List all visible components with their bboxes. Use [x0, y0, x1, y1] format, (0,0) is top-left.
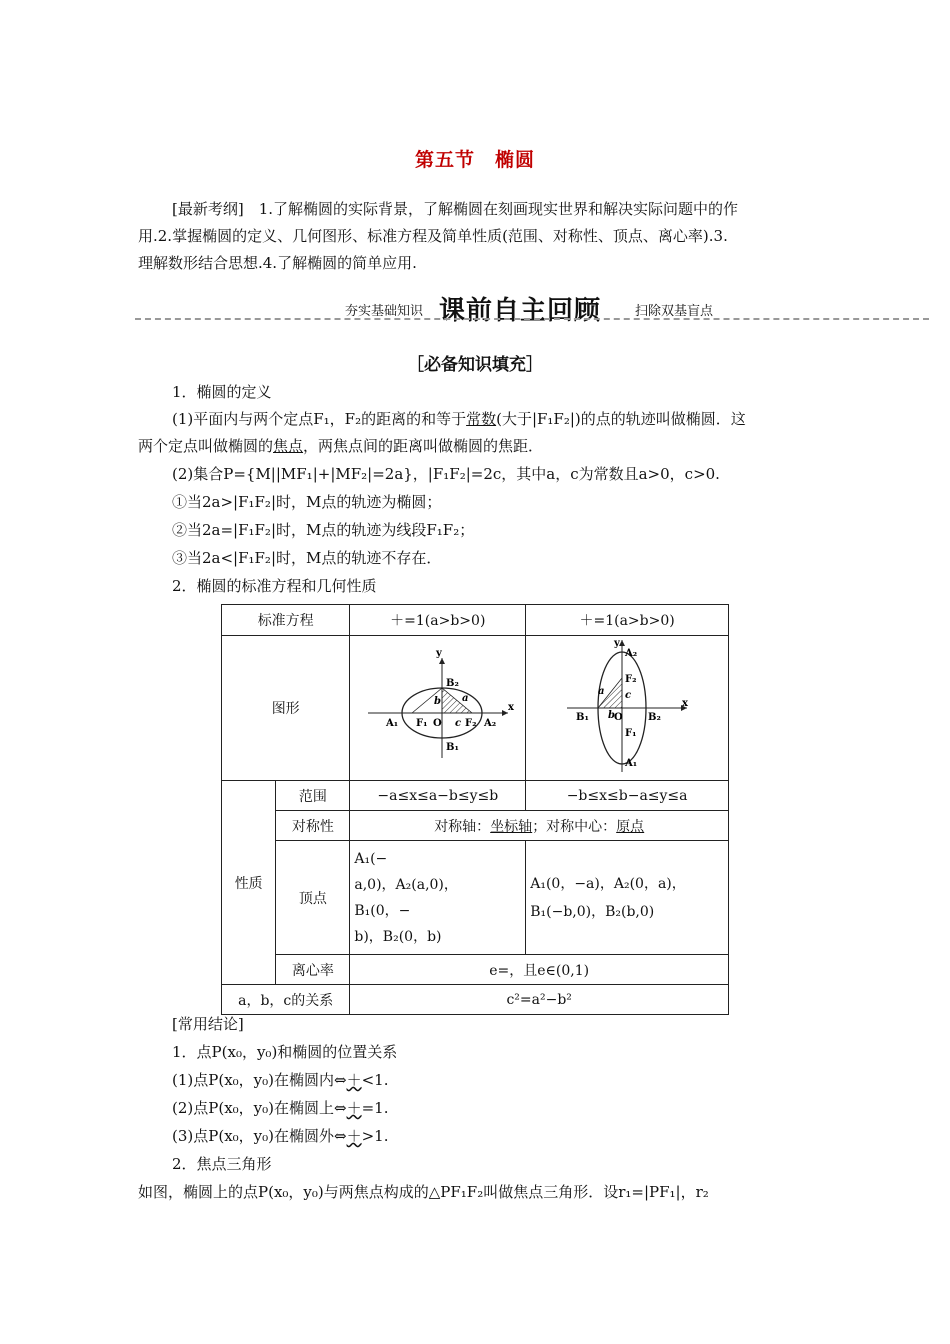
fig2-origin-label: O [614, 712, 623, 723]
ellipse-properties-table [221, 604, 729, 1015]
vertex-1-line-4: b)，B₂(0，b) [354, 928, 442, 945]
syllabus-line-1: [最新考纲] 1.了解椭圆的实际背景，了解椭圆在刻画现实世界和解决实际问题中的作 [172, 200, 739, 218]
conclusion-2-text: 如图，椭圆上的点P(x₀，y₀)与两焦点构成的△PF₁F₂叫做焦点三角形．设r₁=|PF₁|，r₂ [138, 1183, 709, 1201]
props-label: 性质 [222, 781, 276, 985]
range-2: −b≤x≤b−a≤y≤a [526, 781, 729, 811]
section-banner [135, 290, 929, 324]
def-p2-text-a: 两个定点叫做椭圆的 [138, 437, 274, 455]
conclusion-1b-text: (2)点P(x₀，y₀)在椭圆上⇔ [172, 1099, 347, 1117]
banner-main-text: 课前自主回顾 [439, 296, 602, 326]
fig1-a-label: a [461, 693, 469, 704]
syllabus-line-2: 用.2.掌握椭圆的定义、几何图形、标准方程及简单性质(范围、对称性、顶点、离心率).3. [138, 227, 728, 245]
fig2-f1-label: F₁ [625, 728, 637, 739]
def-p2-blank: 焦点 [273, 437, 304, 455]
fig2-a2-label: A₂ [625, 648, 638, 659]
fig1-x-label: x [507, 702, 514, 713]
fig1-b1-label: B₁ [445, 742, 459, 753]
figure-vertical-ellipse [526, 636, 729, 781]
symmetry-center-blank: 原点 [616, 818, 645, 835]
fig2-f2-label: F₂ [625, 674, 637, 685]
fig1-b2-label: B₂ [445, 678, 459, 689]
conclusion-1a-text: (1)点P(x₀，y₀)在椭圆内⇔ [172, 1071, 347, 1089]
symmetry-axis-blank: 坐标轴 [490, 818, 533, 835]
std-heading: 2．椭圆的标准方程和几何性质 [172, 577, 377, 595]
range-1: −a≤x≤a−b≤y≤b [350, 781, 526, 811]
def-paragraph-1 [172, 409, 746, 429]
conclusion-1a-op: ＋ [346, 1071, 362, 1089]
fig2-x-label: x [682, 698, 689, 709]
def-case-1: ①当2a>|F₁F₂|时，M点的轨迹为椭圆； [172, 493, 442, 511]
relation-value: c²=a²−b² [350, 985, 729, 1015]
syllabus-line-3: 理解数形结合思想.4.了解椭圆的简单应用. [138, 254, 417, 272]
def-p1-text-b: (大于|F₁F₂|)的点的轨迹叫做椭圆．这 [496, 410, 746, 428]
relation-label: a，b，c的关系 [222, 985, 350, 1015]
fig1-f1-label: F₁ [415, 718, 428, 729]
conclusion-1c [172, 1126, 388, 1146]
table-header-label: 标准方程 [222, 605, 350, 636]
fig1-b-label: b [433, 696, 441, 707]
sub-banner: ［必备知识填充］ [407, 355, 543, 375]
vertical-ellipse-diagram [562, 636, 692, 776]
banner-divider [135, 318, 929, 320]
conclusion-1b-end: =1. [361, 1099, 389, 1117]
fig2-a1-label: A₁ [625, 758, 638, 769]
fig1-c-label: c [454, 718, 461, 729]
range-label: 范围 [276, 781, 350, 811]
page-title: 第五节 椭圆 [414, 149, 535, 171]
fig1-f2-label: F₂ [464, 718, 477, 729]
eccentricity-label: 离心率 [276, 955, 350, 985]
conclusion-2: 2．焦点三角形 [172, 1155, 272, 1173]
conclusion-1a [172, 1070, 388, 1090]
def-paragraph-3: (2)集合P={M||MF₁|+|MF₂|=2a}，|F₁F₂|=2c，其中a，c为常数且a>0，c>0. [172, 465, 720, 483]
conclusion-1a-end: <1. [361, 1071, 389, 1089]
conclusion-1c-end: >1. [361, 1127, 389, 1145]
symmetry-text-a: 对称轴： [434, 818, 491, 835]
fig2-b2-label: B₂ [648, 712, 661, 723]
conclusion-1b [172, 1098, 388, 1118]
horizontal-ellipse-diagram [358, 646, 518, 766]
conclusion-1c-op: ＋ [346, 1127, 362, 1145]
fig2-b1-label: B₁ [576, 712, 589, 723]
def-p2-text-b: ，两焦点间的距离叫做椭圆的焦距． [303, 437, 544, 455]
fig2-c-label: c [625, 690, 632, 701]
fig1-origin-label: O [432, 718, 442, 729]
def-paragraph-2 [138, 436, 543, 456]
def-case-2: ②当2a=|F₁F₂|时，M点的轨迹为线段F₁F₂； [172, 521, 475, 539]
fig2-a-label: a [598, 686, 605, 697]
conclusion-1: 1．点P(x₀，y₀)和椭圆的位置关系 [172, 1043, 398, 1061]
table-header-eq2: ＋=1(a>b>0) [526, 605, 729, 636]
vertex-1 [350, 841, 526, 955]
def-case-3: ③当2a<|F₁F₂|时，M点的轨迹不存在． [172, 549, 442, 567]
vertex-1-line-2: a,0)，A₂(a,0)， [354, 876, 458, 893]
vertex-2 [526, 841, 729, 955]
vertex-2-line-1: A₁(0，−a)，A₂(0，a)， [530, 875, 686, 892]
banner-right-text: 扫除双基盲点 [635, 304, 714, 319]
vertex-1-line-3: B₁(0，− [354, 902, 411, 919]
figure-horizontal-ellipse [350, 636, 526, 781]
conclusion-1b-op: ＋ [346, 1099, 362, 1117]
def-p1-text-a: (1)平面内与两个定点F₁，F₂的距离的和等于 [172, 410, 467, 428]
fig2-y-label: y [614, 638, 620, 649]
eccentricity-value: e=，且e∈(0,1) [350, 955, 729, 985]
fig1-a1-label: A₁ [385, 718, 398, 729]
vertex-1-line-1: A₁(− [354, 850, 388, 867]
symmetry-label: 对称性 [276, 811, 350, 841]
vertex-label: 顶点 [276, 841, 350, 955]
symmetry-value [350, 811, 729, 841]
def-heading: 1．椭圆的定义 [172, 383, 272, 401]
table-header-eq1: ＋=1(a>b>0) [350, 605, 526, 636]
fig2-b-label: b [608, 710, 616, 721]
fig1-a2-label: A₂ [483, 718, 496, 729]
symmetry-text-b: ；对称中心： [532, 818, 617, 835]
fig1-y-label: y [435, 648, 442, 659]
figure-label: 图形 [222, 636, 350, 781]
vertex-2-line-2: B₁(−b,0)，B₂(b,0) [530, 903, 655, 920]
def-p1-blank: 常数 [466, 410, 497, 428]
conclusion-1c-text: (3)点P(x₀，y₀)在椭圆外⇔ [172, 1127, 347, 1145]
banner-left-text: 夯实基础知识 [345, 304, 424, 319]
conclusions-heading: [常用结论] [172, 1015, 244, 1033]
